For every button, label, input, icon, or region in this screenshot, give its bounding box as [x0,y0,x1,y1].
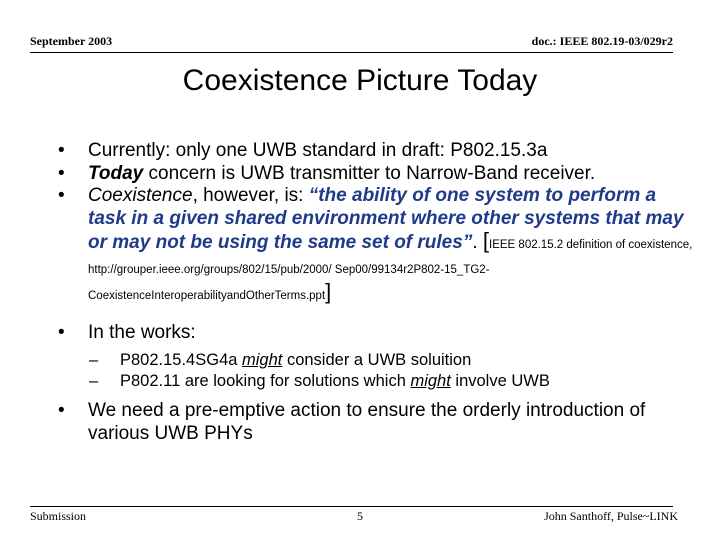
bracket-open: [ [482,228,490,253]
sub-bullet-p802-15-4 [58,350,698,371]
bracket-close: ] [325,279,332,304]
bullet-coexistence-definition [58,185,698,308]
footer-submission: Submission [30,509,87,523]
emphasis-might: might [242,351,283,369]
bullet-text: In the works: [88,321,196,343]
bullet-text: involve UWB [450,372,550,390]
definition-quote: “the ability of one system to perform a task in a given shared environment where other systems that may or may not be using the same set of rules” [88,185,684,253]
footer-author: John Santhoff, Pulse~LINK [544,509,678,523]
bullet-in-the-works [58,322,698,345]
slide-title: Coexistence Picture Today [182,64,538,97]
bullet-preemptive-action [58,400,698,445]
bullet-current-standard [58,140,698,163]
footer-divider [30,506,673,507]
emphasis-today: Today [88,162,144,184]
slide-body [58,140,698,445]
bullet-text: concern is UWB transmitter to Narrow-Band receiver. [143,162,596,184]
header-doc-id: doc.: IEEE 802.19-03/029r2 [531,34,673,48]
bullet-text: , however, is: [192,185,309,206]
footer-page-number: 5 [357,509,363,523]
bullet-text: P802.11 are looking for solutions which [120,372,411,390]
bullet-text: Currently: only one UWB standard in draft: P802.15.3a [88,140,548,161]
bullet-today-concern [58,163,698,186]
header-divider [30,52,673,53]
emphasis-coexistence: Coexistence [88,185,193,206]
sub-bullet-p802-11 [58,371,698,392]
header-date: September 2003 [30,34,113,48]
reference-citation: IEEE 802.15.2 definition of coexistence, http://grouper.ieee.org/groups/802/15/pub/2000/ Sep00/99134r2P802-15_TG2-CoexistenceInteroperabilityandOtherTerms.ppt [88,239,693,302]
bullet-text: . [472,232,483,253]
emphasis-might: might [410,372,451,390]
bullet-text: P802.15.4SG4a [120,351,243,369]
bullet-text: consider a UWB soluition [282,351,472,369]
bullet-text: We need a pre-emptive action to ensure the orderly introduction of various UWB PHYs [88,400,646,444]
